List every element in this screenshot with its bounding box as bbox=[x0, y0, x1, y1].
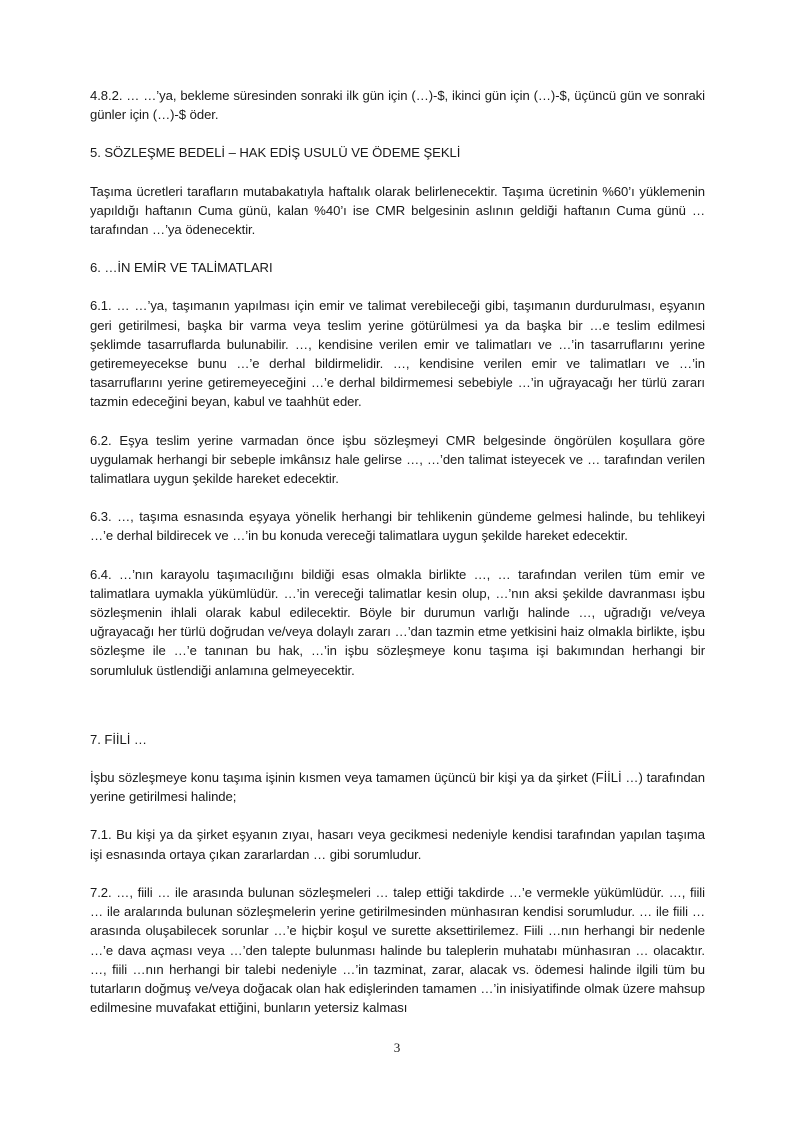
paragraph-6-3: 6.3. …, taşıma esnasında eşyaya yönelik herhangi bir tehlikenin gündeme gelmesi halinde, bu tehlikeyi …’e derhal bildirecek ve …’in bu konuda vereceği talimatlara uygun şekilde hareket edecektir. bbox=[90, 509, 705, 544]
block-spacer bbox=[90, 556, 705, 565]
block-spacer bbox=[90, 759, 705, 768]
document-body bbox=[90, 86, 705, 1027]
heading-section-6: 6. …İN EMİR VE TALİMATLARI bbox=[90, 260, 273, 276]
paragraph-6-2: 6.2. Eşya teslim yerine varmadan önce işbu sözleşmeyi CMR belgesinde öngörülen koşullara göre uygulamak herhangi bir sebeple imkânsız hale gelirse …, …’den talimat isteyecek ve … tarafından verilen talimatlara uygun şekilde hareket edecektir. bbox=[90, 432, 705, 487]
block-spacer bbox=[90, 287, 705, 296]
heading-section-7: 7. FİİLİ … bbox=[90, 731, 147, 747]
block-spacer bbox=[90, 498, 705, 507]
paragraph-6-4: 6.4. …’nın karayolu taşımacılığını bildiği esas olmakla birlikte …, … tarafından verilen tüm emir ve talimatlara uymakla yükümlüdür. …’in vereceği talimatlar kesin olup, …’nın aksi şekilde davranması işbu sözleşmenin ihlali olarak kabul edilecektir. Böyle bir durumun varlığı halinde …, uğradığı ve/veya uğrayacağı her türlü doğrudan ve/veya dolaylı zararı …’dan tazmin etme yetkisini haiz olmakla birlikte, işbu sözleşme ile …’e tanınan bu hak, …’in işbu sözleşmeye konu taşıma işi bakımından herhangi bir sorumluluk üstlendiği anlamına gelmeyecektir. bbox=[90, 566, 705, 678]
paragraph-7-2: 7.2. …, fiili … ile arasında bulunan sözleşmeleri … talep ettiği takdirde …’e vermekle yükümlüdür. …, fiili … ile aralarında bulunan sözleşmelerin yerine getirilmesinden münhasıran kendisi sorumludur. … ile fiili … arasında oluşabilecek sorunlar …’e hiçbir koşul ve surette aksettirilemez. Fiili …nın herhangi bir nedenle …’e dava açması veya …’den talepte bulunması halinde bu taleplerin muhatabı münhasıran … olacaktır. …, fiili …nın herhangi bir talebi nedeniyle …’in tazminat, zarar, alacak vs. ödemesi halinde ilgili tüm bu tutarların doğmuş ve/veya doğacak olan hak edişlerinden tamamen …’in inisiyatifinde olmak üzere mahsup edilmesine muvafakat ettiğini, bunların yetersiz kalması bbox=[90, 884, 705, 1016]
heading-section-5: 5. SÖZLEŞME BEDELİ – HAK EDİŞ USULÜ VE ÖDEME ŞEKLİ bbox=[90, 145, 461, 161]
paragraph-section-7-body: İşbu sözleşmeye konu taşıma işinin kısmen veya tamamen üçüncü bir kişi ya da şirket (FİİLİ …) tarafından yerine getirilmesi halinde; bbox=[90, 770, 705, 805]
paragraph-4-8-2: 4.8.2. … …’ya, bekleme süresinden sonraki ilk gün için (…)-$, ikinci gün için (…)-$, üçüncü gün ve sonraki günler için (…)-$ öder. bbox=[90, 88, 705, 123]
paragraph-6-1: 6.1. … …’ya, taşımanın yapılması için emir ve talimat verebileceği gibi, taşımanın durdurulması, eşyanın geri getirilmesi, başka bir varma veya teslim yerine götürülmesi ya da başka bir …e teslim edilmesi şeklimde tasarruflarda bulunabilir. …, kendisine verilen emir ve talimatları ve …’in tasarruflarını yerine getiremeyecekse bunu …’e derhal bildirmelidir. …, kendisine verilen emir ve talimatları ve …’in tasarruflarını yerine getiremeyeceğini …’e derhal bildirmemesi sebebiyle …’in uğrayacağı her türlü zararı tazmin edeceğini beyan, kabul ve taahhüt eder. bbox=[90, 298, 705, 410]
page-number: 3 bbox=[393, 1040, 401, 1055]
block-spacer bbox=[90, 422, 705, 431]
block-spacer bbox=[90, 874, 705, 883]
block-spacer bbox=[90, 134, 705, 143]
block-spacer bbox=[90, 173, 705, 182]
section-spacer bbox=[90, 690, 705, 730]
block-spacer bbox=[90, 816, 705, 825]
block-spacer bbox=[90, 249, 705, 258]
paragraph-section-5-body: Taşıma ücretleri tarafların mutabakatıyla haftalık olarak belirlenecektir. Taşıma ücretinin %60’ı yüklemenin yapıldığı haftanın Cuma günü, kalan %40’ı ise CMR belgesinin aslının geldiği haftanın Cuma günü … tarafından …’ya ödenecektir. bbox=[90, 183, 705, 238]
paragraph-7-1: 7.1. Bu kişi ya da şirket eşyanın zıyaı, hasarı veya gecikmesi nedeniyle kendisi tarafından yapılan taşıma işi esnasında ortaya çıkan zararlardan … gibi sorumludur. bbox=[90, 827, 705, 862]
